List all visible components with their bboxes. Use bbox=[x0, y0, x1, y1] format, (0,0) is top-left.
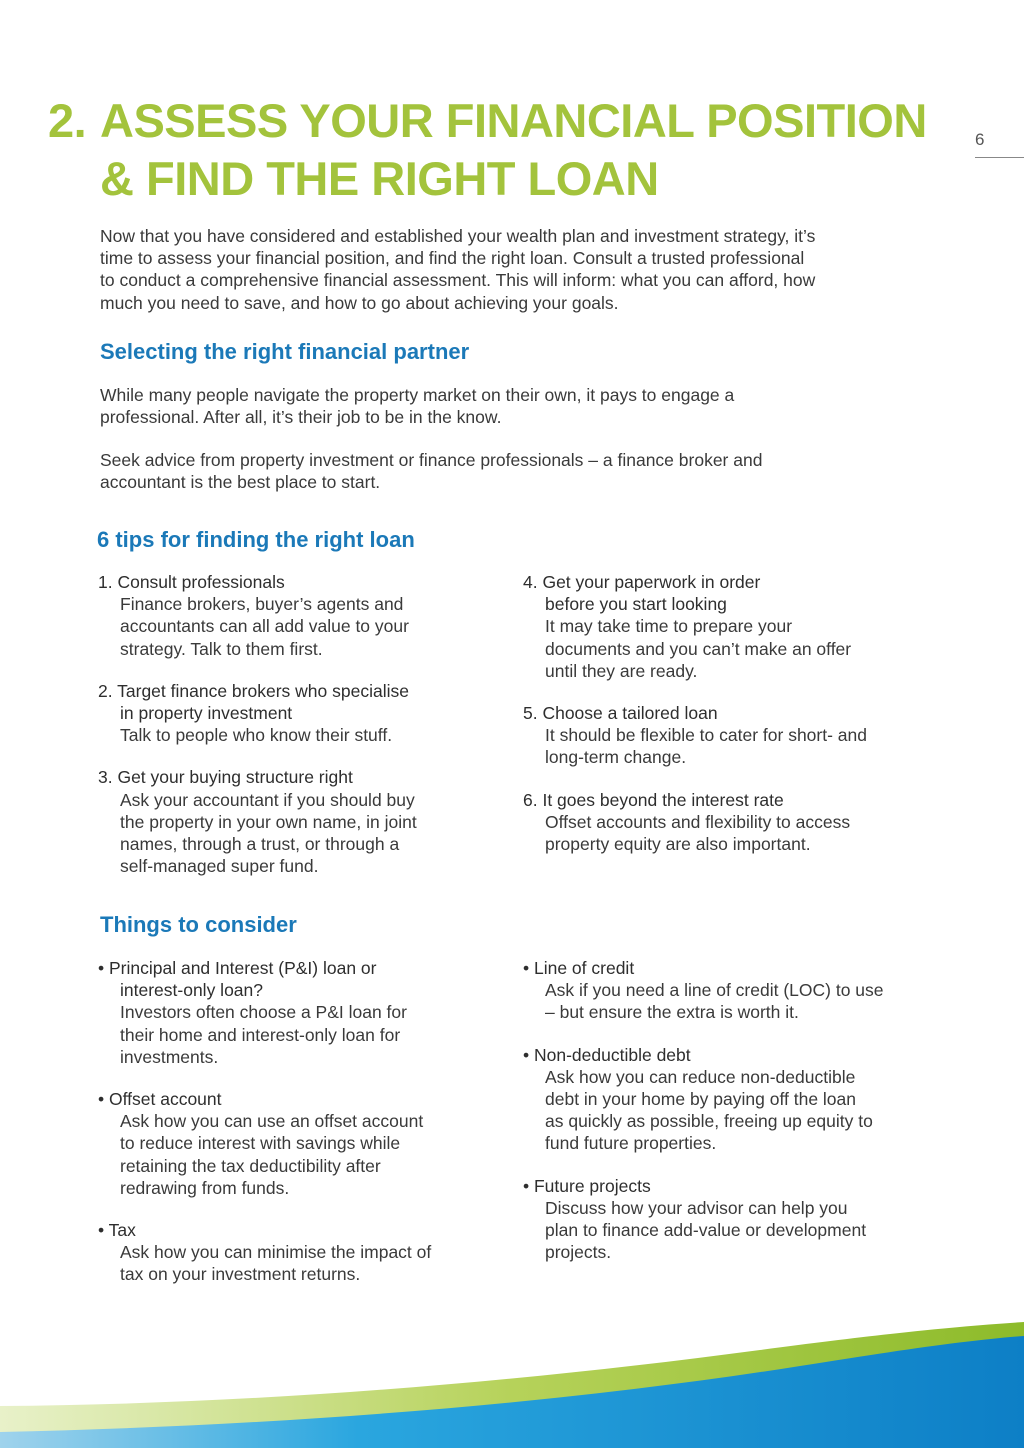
consider-title: • Tax bbox=[98, 1220, 136, 1241]
page-title bbox=[48, 92, 927, 208]
tip-body-line: names, through a trust, or through a bbox=[120, 834, 400, 855]
consider-body-line: Ask how you can reduce non-deductible bbox=[545, 1066, 856, 1087]
consider-item bbox=[98, 1219, 498, 1286]
consider-title: • Non-deductible debt bbox=[523, 1044, 691, 1065]
consider-right-column bbox=[523, 957, 963, 1283]
consider-body-line: debt in your home by paying off the loan bbox=[545, 1089, 857, 1110]
consider-title: • Offset account bbox=[98, 1089, 222, 1110]
tip-item bbox=[523, 702, 943, 769]
tip-body-line: It may take time to prepare your bbox=[545, 616, 793, 637]
tips-right-column bbox=[523, 571, 943, 875]
consider-item bbox=[523, 1044, 963, 1155]
consider-body-line: plan to finance add-value or development bbox=[545, 1220, 867, 1241]
consider-body-line: – but ensure the extra is worth it. bbox=[545, 1002, 799, 1023]
consider-left-column bbox=[98, 957, 498, 1306]
consider-title-cont: interest-only loan? bbox=[120, 980, 263, 1001]
consider-body-line: Discuss how your advisor can help you bbox=[545, 1197, 848, 1218]
consider-item bbox=[98, 957, 498, 1068]
tip-body-line: Offset accounts and flexibility to access bbox=[545, 811, 851, 832]
consider-body-line: Ask how you can use an offset account bbox=[120, 1111, 424, 1132]
partner-paragraph-1 bbox=[100, 384, 930, 428]
page-number-rule bbox=[975, 157, 1024, 158]
consider-body-line: Ask how you can minimise the impact of bbox=[120, 1242, 432, 1263]
paragraph-line: accountant is the best place to start. bbox=[100, 472, 381, 493]
consider-body-line: their home and interest-only loan for bbox=[120, 1024, 401, 1045]
consider-title: • Future projects bbox=[523, 1175, 651, 1196]
partner-paragraph-2 bbox=[100, 449, 930, 493]
tip-body-line: long-term change. bbox=[545, 747, 687, 768]
tip-title: 3. Get your buying structure right bbox=[98, 767, 353, 788]
consider-item bbox=[523, 1175, 963, 1264]
tips-left-column bbox=[98, 571, 498, 897]
title-line-2: & FIND THE RIGHT LOAN bbox=[100, 152, 659, 205]
heading-things-to-consider: Things to consider bbox=[100, 912, 297, 937]
paragraph-line: While many people navigate the property market on their own, it pays to engage a bbox=[100, 385, 735, 405]
tip-title: 4. Get your paperwork in order bbox=[523, 572, 761, 592]
tip-item bbox=[98, 680, 498, 747]
page-number: 6 bbox=[975, 130, 985, 149]
intro-line: much you need to save, and how to go about achieving your goals. bbox=[100, 292, 619, 313]
consider-body-line: to reduce interest with savings while bbox=[120, 1133, 401, 1154]
heading-tips: 6 tips for finding the right loan bbox=[97, 527, 415, 552]
paragraph-line: professional. After all, it’s their job to be in the know. bbox=[100, 407, 502, 428]
tip-body-line: accountants can all add value to your bbox=[120, 616, 409, 637]
tip-title: 2. Target finance brokers who specialise bbox=[98, 680, 409, 701]
tip-body-line: Talk to people who know their stuff. bbox=[120, 725, 393, 746]
tip-title-cont: before you start looking bbox=[545, 594, 727, 615]
consider-body-line: investments. bbox=[120, 1046, 219, 1067]
footer-wave-graphic bbox=[0, 1300, 1024, 1448]
consider-body-line: fund future properties. bbox=[545, 1133, 717, 1154]
intro-paragraph bbox=[100, 225, 930, 314]
tip-item bbox=[98, 766, 498, 877]
tip-item bbox=[523, 789, 943, 856]
tip-title: 6. It goes beyond the interest rate bbox=[523, 789, 784, 810]
tip-body-line: It should be flexible to cater for short- and bbox=[545, 725, 867, 746]
consider-body-line: projects. bbox=[545, 1242, 612, 1263]
consider-body-line: as quickly as possible, freeing up equity to bbox=[545, 1111, 873, 1132]
intro-line: Now that you have considered and established your wealth plan and investment strategy, it’s bbox=[100, 226, 816, 246]
consider-item bbox=[523, 957, 963, 1024]
tip-title: 1. Consult professionals bbox=[98, 572, 285, 592]
tip-item bbox=[98, 571, 498, 660]
title-number: 2. bbox=[48, 94, 87, 147]
tip-body-line: until they are ready. bbox=[545, 660, 698, 681]
consider-body-line: Ask if you need a line of credit (LOC) to use bbox=[545, 980, 884, 1001]
consider-body-line: redrawing from funds. bbox=[120, 1177, 290, 1198]
tip-body-line: Ask your accountant if you should buy bbox=[120, 789, 415, 810]
paragraph-line: Seek advice from property investment or finance professionals – a finance broker and bbox=[100, 450, 763, 470]
title-line-1: ASSESS YOUR FINANCIAL POSITION bbox=[100, 94, 927, 147]
tip-body-line: strategy. Talk to them first. bbox=[120, 638, 323, 659]
tip-body-line: the property in your own name, in joint bbox=[120, 811, 417, 832]
intro-line: to conduct a comprehensive financial assessment. This will inform: what you can afford, how bbox=[100, 270, 816, 291]
heading-financial-partner: Selecting the right financial partner bbox=[100, 339, 470, 364]
tip-title: 5. Choose a tailored loan bbox=[523, 703, 718, 724]
tip-item bbox=[523, 571, 943, 682]
consider-title: • Principal and Interest (P&I) loan or bbox=[98, 958, 377, 978]
tip-body-line: self-managed super fund. bbox=[120, 856, 319, 877]
intro-line: time to assess your financial position, and find the right loan. Consult a trusted professional bbox=[100, 248, 805, 269]
consider-body-line: tax on your investment returns. bbox=[120, 1264, 361, 1285]
consider-item bbox=[98, 1088, 498, 1199]
consider-body-line: Investors often choose a P&I loan for bbox=[120, 1002, 407, 1023]
consider-title: • Line of credit bbox=[523, 958, 635, 978]
tip-body-line: Finance brokers, buyer’s agents and bbox=[120, 594, 404, 615]
tip-body-line: property equity are also important. bbox=[545, 834, 811, 855]
tip-title-cont: in property investment bbox=[120, 703, 293, 724]
consider-body-line: retaining the tax deductibility after bbox=[120, 1155, 381, 1176]
tip-body-line: documents and you can’t make an offer bbox=[545, 638, 852, 659]
